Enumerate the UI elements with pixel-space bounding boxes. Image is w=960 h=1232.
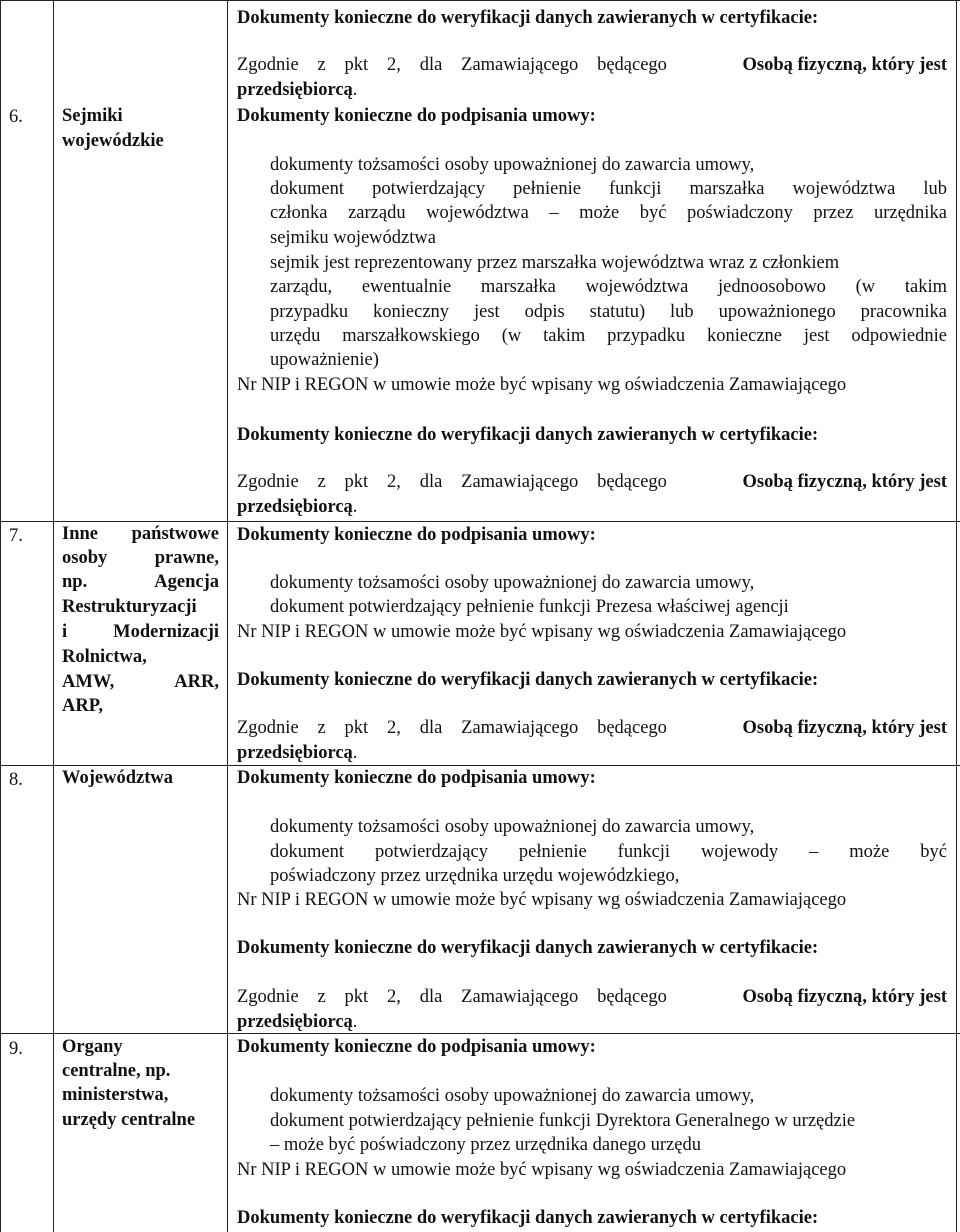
row-7-number: 7. [9, 526, 23, 546]
row-8-nip-line: Nr NIP i REGON w umowie może być wpisany wg oświadczenia Zamawiającego [237, 890, 847, 910]
table-right-border [956, 0, 957, 1232]
prev-note-emphasis: Osobą fizyczną, który jest [742, 55, 947, 75]
row-6-signing-heading: Dokumenty konieczne do podpisania umowy: [237, 106, 596, 126]
row-8-verification-heading: Dokumenty konieczne do weryfikacji danych zawieranych w certyfikacie: [237, 938, 819, 958]
row-9-entity-line-4: urzędy centralne [62, 1110, 196, 1130]
table-left-border [0, 0, 1, 1232]
row-6-entity-line-2: wojewódzkie [62, 131, 164, 151]
row-7-note-text: Zgodnie z pkt 2, dla Zamawiającego będącego [237, 718, 667, 738]
row-9-entity-line-1: Organy [62, 1037, 123, 1057]
row-8-doc-line-3: poświadczony przez urzędnika urzędu wojewódzkiego, [270, 866, 680, 886]
row-8-number: 8. [9, 770, 23, 790]
row-6-doc-line-5: sejmik jest reprezentowany przez marszałka województwa wraz z członkiem [270, 253, 840, 273]
row-6-nip-line: Nr NIP i REGON w umowie może być wpisany wg oświadczenia Zamawiającego [237, 375, 847, 395]
row-9-doc-line-1: dokumenty tożsamości osoby upoważnionej do zawarcia umowy, [270, 1086, 755, 1106]
row-6-note-text: Zgodnie z pkt 2, dla Zamawiającego będącego [237, 472, 667, 492]
row-9-doc-line-3: – może być poświadczony przez urzędnika danego urzędu [270, 1135, 701, 1155]
row-7-nip-line: Nr NIP i REGON w umowie może być wpisany wg oświadczenia Zamawiającego [237, 622, 847, 642]
row-9-top-border [0, 1033, 960, 1034]
table-top-border [0, 0, 960, 1]
row-7-doc-line-1: dokumenty tożsamości osoby upoważnionej do zawarcia umowy, [270, 573, 755, 593]
row-8-note-continuation: przedsiębiorcą. [237, 1012, 358, 1032]
row-6-number: 6. [9, 107, 23, 127]
row-9-entity-line-3: ministerstwa, [62, 1085, 169, 1105]
row-7-note-continuation: przedsiębiorcą. [237, 743, 358, 763]
row-6-doc-line-4: sejmiku województwa [270, 228, 436, 248]
row-6-entity-line-1: Sejmiki [62, 106, 123, 126]
row-6-doc-line-8: urzędu marszałkowskiego (w takim przypadku konieczne jest odpowiednie [270, 326, 947, 346]
row-6-note-line [237, 470, 947, 494]
row-9-verification-heading: Dokumenty konieczne do weryfikacji danych zawieranych w certyfikacie: [237, 1208, 819, 1228]
row-7-entity-line-2: osoby prawne, [62, 548, 219, 568]
row-6-doc-line-6: zarządu, ewentualnie marszałka województwa jednoosobowo (w takim [270, 277, 947, 297]
row-7-note-line [237, 716, 947, 740]
row-7-entity-line-1: Inne państwowe [62, 524, 219, 544]
prev-note-line [237, 53, 947, 77]
row-6-note-continuation: przedsiębiorcą. [237, 497, 358, 517]
prev-note-text: Zgodnie z pkt 2, dla Zamawiającego będącego [237, 55, 667, 75]
row-6-doc-line-7: przypadku konieczny jest odpis statutu) lub upoważnionego pracownika [270, 302, 947, 322]
row-8-note-text: Zgodnie z pkt 2, dla Zamawiającego będącego [237, 987, 667, 1007]
row-7-note-emphasis: Osobą fizyczną, który jest [742, 718, 947, 738]
row-6-note-emphasis: Osobą fizyczną, który jest [742, 472, 947, 492]
row-6-doc-line-2: dokument potwierdzający pełnienie funkcji marszałka województwa lub [270, 179, 947, 199]
row-9-doc-line-2: dokument potwierdzający pełnienie funkcji Dyrektora Generalnego w urzędzie [270, 1111, 856, 1131]
row-7-verification-heading: Dokumenty konieczne do weryfikacji danych zawieranych w certyfikacie: [237, 670, 819, 690]
row-8-signing-heading: Dokumenty konieczne do podpisania umowy: [237, 768, 596, 788]
row-7-entity-line-7: AMW, ARR, [62, 672, 219, 692]
row-8-note-emphasis: Osobą fizyczną, który jest [742, 987, 947, 1007]
prev-verification-heading: Dokumenty konieczne do weryfikacji danych zawieranych w certyfikacie: [237, 8, 819, 28]
column-divider-1 [53, 0, 54, 1232]
row-8-entity: Województwa [62, 768, 173, 788]
row-6-doc-line-1: dokumenty tożsamości osoby upoważnionej do zawarcia umowy, [270, 155, 755, 175]
row-9-entity-line-2: centralne, np. [62, 1061, 171, 1081]
row-7-entity-line-6: Rolnictwa, [62, 647, 147, 667]
row-9-number: 9. [9, 1039, 23, 1059]
column-divider-2 [227, 0, 228, 1232]
row-7-entity-line-4: Restrukturyzacji [62, 597, 197, 617]
row-7-entity-line-3: np. Agencja [62, 572, 219, 592]
row-7-entity-line-5: i Modernizacji [62, 622, 219, 642]
row-9-nip-line: Nr NIP i REGON w umowie może być wpisany wg oświadczenia Zamawiającego [237, 1160, 847, 1180]
prev-note-continuation: przedsiębiorcą. [237, 80, 358, 100]
row-7-signing-heading: Dokumenty konieczne do podpisania umowy: [237, 525, 596, 545]
row-7-entity-line-8: ARP, [62, 696, 103, 716]
row-6-doc-line-9: upoważnienie) [270, 350, 379, 370]
row-6-doc-line-3: członka zarządu województwa – może być poświadczony przez urzędnika [270, 203, 947, 223]
row-7-doc-line-2: dokument potwierdzający pełnienie funkcji Prezesa właściwej agencji [270, 597, 789, 617]
row-8-note-line [237, 985, 947, 1009]
row-6-verification-heading: Dokumenty konieczne do weryfikacji danych zawieranych w certyfikacie: [237, 425, 819, 445]
row-9-signing-heading: Dokumenty konieczne do podpisania umowy: [237, 1037, 596, 1057]
row-8-doc-line-2: dokument potwierdzający pełnienie funkcji wojewody – może być [270, 842, 947, 862]
row-8-doc-line-1: dokumenty tożsamości osoby upoważnionej do zawarcia umowy, [270, 817, 755, 837]
